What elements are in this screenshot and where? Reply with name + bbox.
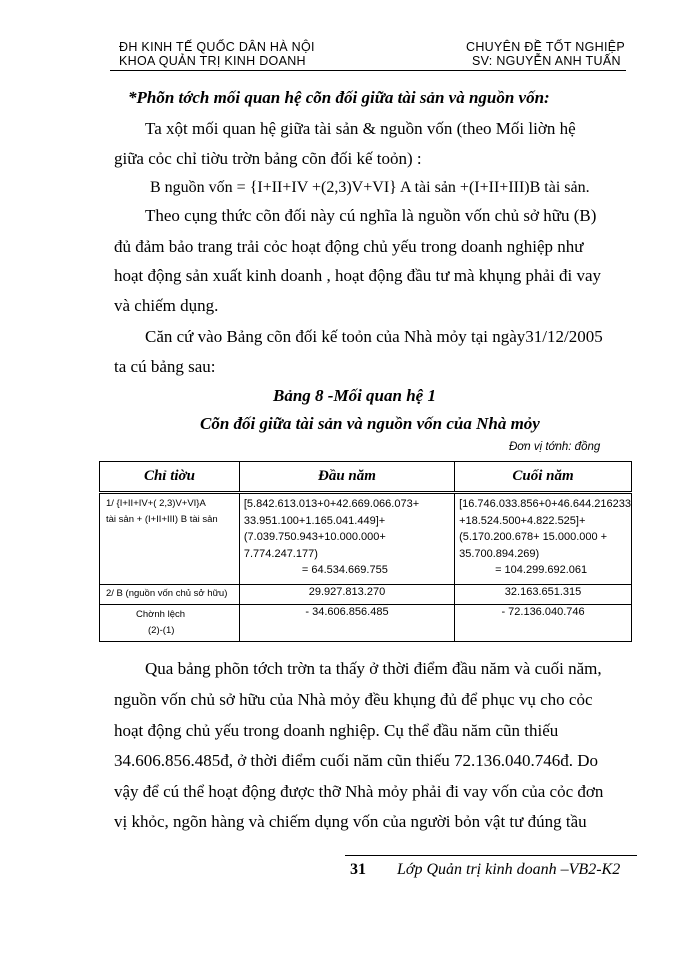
row2-end: 32.163.651.315 (455, 585, 632, 605)
paragraph-line: Ta xột mối quan hệ giữa tài sản & nguồn vốn (theo Mối liờn hệ (145, 119, 576, 138)
row2-start: 29.927.813.270 (239, 585, 454, 605)
row1-label: 1/ {I+II+IV+( 2,3)V+VI}A tài sản + (I+II+III) B tài sản (100, 493, 240, 585)
header-rule (110, 70, 626, 71)
table-subtitle: Cõn đối giữa tài sản và nguồn vốn của Nhà mỏy (200, 414, 540, 433)
paragraph-line: hoạt động sản xuất kinh doanh , hoạt động đầu tư mà khụng phải đi vay (114, 266, 602, 285)
footer-class: Lớp Quản trị kinh doanh –VB2-K2 (397, 861, 621, 878)
paragraph-line: giữa cỏc chỉ tiờu trờn bảng cõn đối kế toỏn) : (114, 149, 422, 168)
paragraph-line: vậy để cú thể hoạt động được thỡ Nhà mỏy phải đi vay vốn của cỏc đơn (114, 782, 604, 801)
row2-label: 2/ B (nguồn vốn chủ sở hữu) (100, 585, 240, 605)
paragraph-line: ta cú bảng sau: (114, 357, 216, 376)
section-heading: *Phõn tớch mối quan hệ cõn đối giữa tài sản và nguồn vốn: (128, 88, 550, 107)
page-number: 31 (350, 861, 366, 878)
table-row (100, 605, 632, 642)
row3-start: - 34.606.856.485 (239, 605, 454, 642)
header-school: ĐH KINH TẾ QUỐC DÂN HÀ NỘI (119, 40, 315, 54)
table-row (100, 585, 632, 605)
col-header-end: Cuối năm (455, 462, 632, 493)
table-title: Bảng 8 -Mối quan hệ 1 (273, 386, 436, 405)
balance-table (99, 461, 632, 642)
paragraph-line: hoạt động chủ yếu trong doanh nghiệp. Cụ thể đầu năm cũn thiếu (114, 721, 559, 740)
header-student: SV: NGUYỄN ANH TUẤN (472, 54, 621, 68)
col-header-start: Đầu năm (239, 462, 454, 493)
table-header-row (100, 462, 632, 493)
row3-label: Chờnh lệch (2)-(1) (100, 605, 240, 642)
row3-end: - 72.136.040.746 (455, 605, 632, 642)
header-title: CHUYÊN ĐỀ TỐT NGHIỆP (466, 40, 626, 54)
footer-rule (345, 855, 637, 856)
paragraph-line: và chiếm dụng. (114, 296, 219, 315)
paragraph-line: Qua bảng phõn tớch trờn ta thấy ở thời điểm đầu năm và cuối năm, (145, 659, 602, 678)
paragraph-line: nguồn vốn chủ sở hữu của Nhà mỏy đều khụng đủ để phục vụ cho cỏc (114, 690, 593, 709)
row1-start: [5.842.613.013+0+42.669.066.073+ 33.951.100+1.165.041.449]+ (7.039.750.943+10.000.000+ 7.774.247.177) = 64.534.669.755 (239, 493, 454, 585)
paragraph-line: 34.606.856.485đ, ở thời điểm cuối năm cũn thiếu 72.136.040.746đ. Do (114, 751, 599, 770)
col-header-indicator: Chỉ tiờu (100, 462, 240, 493)
paragraph-line: Theo cụng thức cõn đối này cú nghĩa là nguồn vốn chủ sở hữu (B) (145, 206, 597, 225)
paragraph-line: vị khỏc, ngõn hàng và chiếm dụng vốn của người bỏn vật tư đúng tầu (114, 812, 587, 831)
unit-label: Đơn vị tớnh: đồng (509, 441, 601, 453)
header-faculty: KHOA QUẢN TRỊ KINH DOANH (119, 54, 306, 68)
paragraph-line: đủ đảm bảo trang trải cỏc hoạt động chủ yếu trong doanh nghiệp như (114, 237, 584, 256)
formula: B nguồn vốn = {I+II+IV +(2,3)V+VI} A tài sản +(I+II+III)B tài sản. (150, 179, 590, 196)
row1-end: [16.746.033.856+0+46.644.216233 +18.524.500+4.822.525]+ (5.170.200.678+ 15.000.000 + 35.700.894.269) = 104.299.692.061 (455, 493, 632, 585)
table-row (100, 493, 632, 585)
paragraph-line: Căn cứ vào Bảng cõn đối kế toỏn của Nhà mỏy tại ngày31/12/2005 (145, 327, 603, 346)
